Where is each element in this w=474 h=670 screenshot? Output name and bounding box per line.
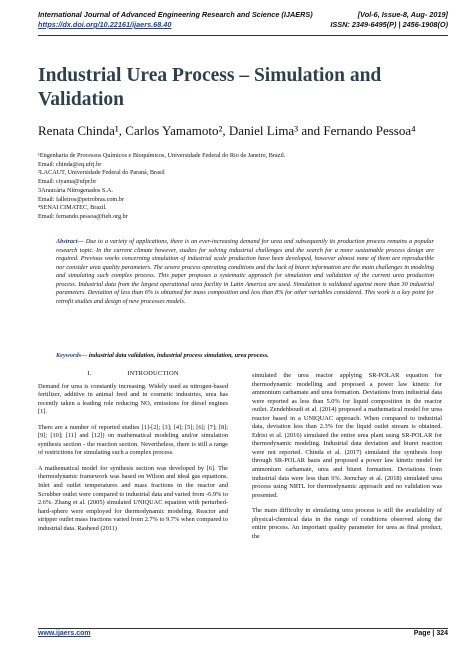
doi-link[interactable]: https://dx.doi.org/10.22161/ijaers.68.40 <box>38 20 172 29</box>
issn: ISSN: 2349-6495(P) | 2456-1908(O) <box>330 20 448 29</box>
header-right <box>330 10 448 30</box>
section-title: INTRODUCTION <box>127 370 179 377</box>
footer-divider <box>38 628 448 629</box>
paragraph: The main difficulty in simulating urea process is still the availability of physical-chemical data in the range of conditions observed along the entire process. An important quality parameter for urea as final product, the <box>252 507 442 540</box>
keywords-label: Keywords— <box>56 352 88 359</box>
paragraph: There are a number of reported studies [1]-[2]; [3]; [4]; [5]; [6]; [7]; [8]; [9]; [10]; [11] and [12]) on mathematical modeling and/or simulation synthesis section - the reaction section. Nevertheless, there is still a range of restrictions for simulating such a complex process. <box>38 423 228 457</box>
paper-title: Industrial Urea Process – Simulation and Validation <box>38 65 382 110</box>
affiliation-line: ⁴SENAI CIMATEC, Brazil. <box>38 204 107 212</box>
affiliation-line: ²LACAUT, Universidade Federal do Paraná, Brasil <box>38 169 165 177</box>
keywords <box>56 352 434 361</box>
left-column <box>38 370 228 540</box>
page-footer <box>38 630 448 642</box>
affiliation-line: ¹Engenharia de Processos Químicos e Bioquímicos, Universidade Federal do Rio de Janeiro, Brazil. <box>38 152 286 159</box>
author-list: Renata Chinda¹, Carlos Yamamoto², Daniel Lima³ and Fernando Pessoa⁴ <box>38 123 416 138</box>
paragraph: A mathematical model for synthesis section was developed by [6]. The thermodynamic framework was based on Wilson and ideal gas equations. Inlet and outlet temperatures and mass fractions in the reactor and Scrubber outlet were compared to industrial data and varied from -6.9% to 2.6%. Zhang et al. (2005) simulated UNIQUAC equation with perturbed-hard-sphere were employed for thermodynamic modeling. Reactor and stripper outlet mass fractions varied from 2.7% to 9.7% when compared to industrial data. Rasheed (2011) <box>38 464 228 532</box>
abstract <box>56 238 434 306</box>
section-number: I. <box>87 370 92 377</box>
journal-header <box>38 10 448 36</box>
right-column <box>252 372 442 548</box>
volume-issue: [Vol-6, Issue-8, Aug- 2019] <box>357 10 448 19</box>
journal-website-link[interactable]: www.ijaers.com <box>38 630 91 637</box>
affiliation-email: Email: chinda@eq.ufrj.br <box>38 160 102 168</box>
page-number: Page | 324 <box>413 630 448 637</box>
journal-name: International Journal of Advanced Engineering Research and Science (IJAERS) <box>38 10 313 19</box>
section-heading <box>38 370 228 379</box>
affiliation-email: Email: fernando.pessoa@fieb.org.br <box>38 212 128 220</box>
header-divider <box>38 35 448 36</box>
affiliation-line: 3Araucária Nitrogenados S.A. <box>38 186 113 194</box>
keywords-text: industrial data validation, industrial process simulation, urea process. <box>87 352 269 359</box>
header-left <box>38 10 313 30</box>
abstract-label: Abstract— <box>56 238 84 245</box>
affiliation-email: Email: ciyama@ufpr.br <box>38 178 97 186</box>
affiliation-email: Email: falleiros@petrobras.com.br <box>38 195 124 203</box>
paragraph: Demand for urea is constantly increasing. Widely used as nitrogen-based fertilizer, additive in animal feed and in cosmetic industries, urea has recently taken a leading role reducing NOₓ emissions for diesel engines [1]. <box>38 382 228 416</box>
paragraph: simulated the urea reactor applying SR-POLAR equation for thermodynamic modelling and proposed a power law kinetic for ammonium carbamate and urea formation. Deviations from industrial data were reported as less than 5.0% for liquid composition in the reactor outlet. Zendehboudi et al. (2014) proposed a mathematical model for urea reactor based in a UNIQUAC approach. When compared to industrial data, deviation less than 2.3% for the liquid outlet stream is obtained. Edrisi et al. (2016) simulated the entire urea plant using SR-POLAR for thermodynamic modeling. Industrial data deviation and biuret reaction were not reported. Chinda et al. (2017) simulated the synthesis loop through SR-POLAR basis and proposed a power law kinetic model for ammonium carbamate, urea and biuret formation. Deviations from industrial data were less than 6%. Jeenchay et al. (2018) simulated urea process using NRTL for thermodynamic approach and no validation was presented. <box>252 372 442 499</box>
abstract-text: Due to a variety of applications, there is an ever-increasing demand for urea and subsequently its production process remains a popular research topic. In the current climate however, studies for solving industrial challenges and the search for a more sustainable process design are required. Previous works concerning simulation of industrial scale production have been developed, however almost none of them are reproducible nor consider urea quality parameters. The severe process operating conditions and the lack of biuret information are the main challenges in modeling and simulating such complex process. This paper proposes a systematic approach for simulation and validation of the current urea production process. Industrial data from the largest operational urea facility in Latin America are used. Simulation is validated against more than 30 industrial parameters. Deviation of less than 6% is obtained for mass composition and less than 8% for other variables considered. This work is a key point for retrofit studies and design of new processes models. <box>56 238 434 305</box>
affiliations <box>38 152 428 222</box>
